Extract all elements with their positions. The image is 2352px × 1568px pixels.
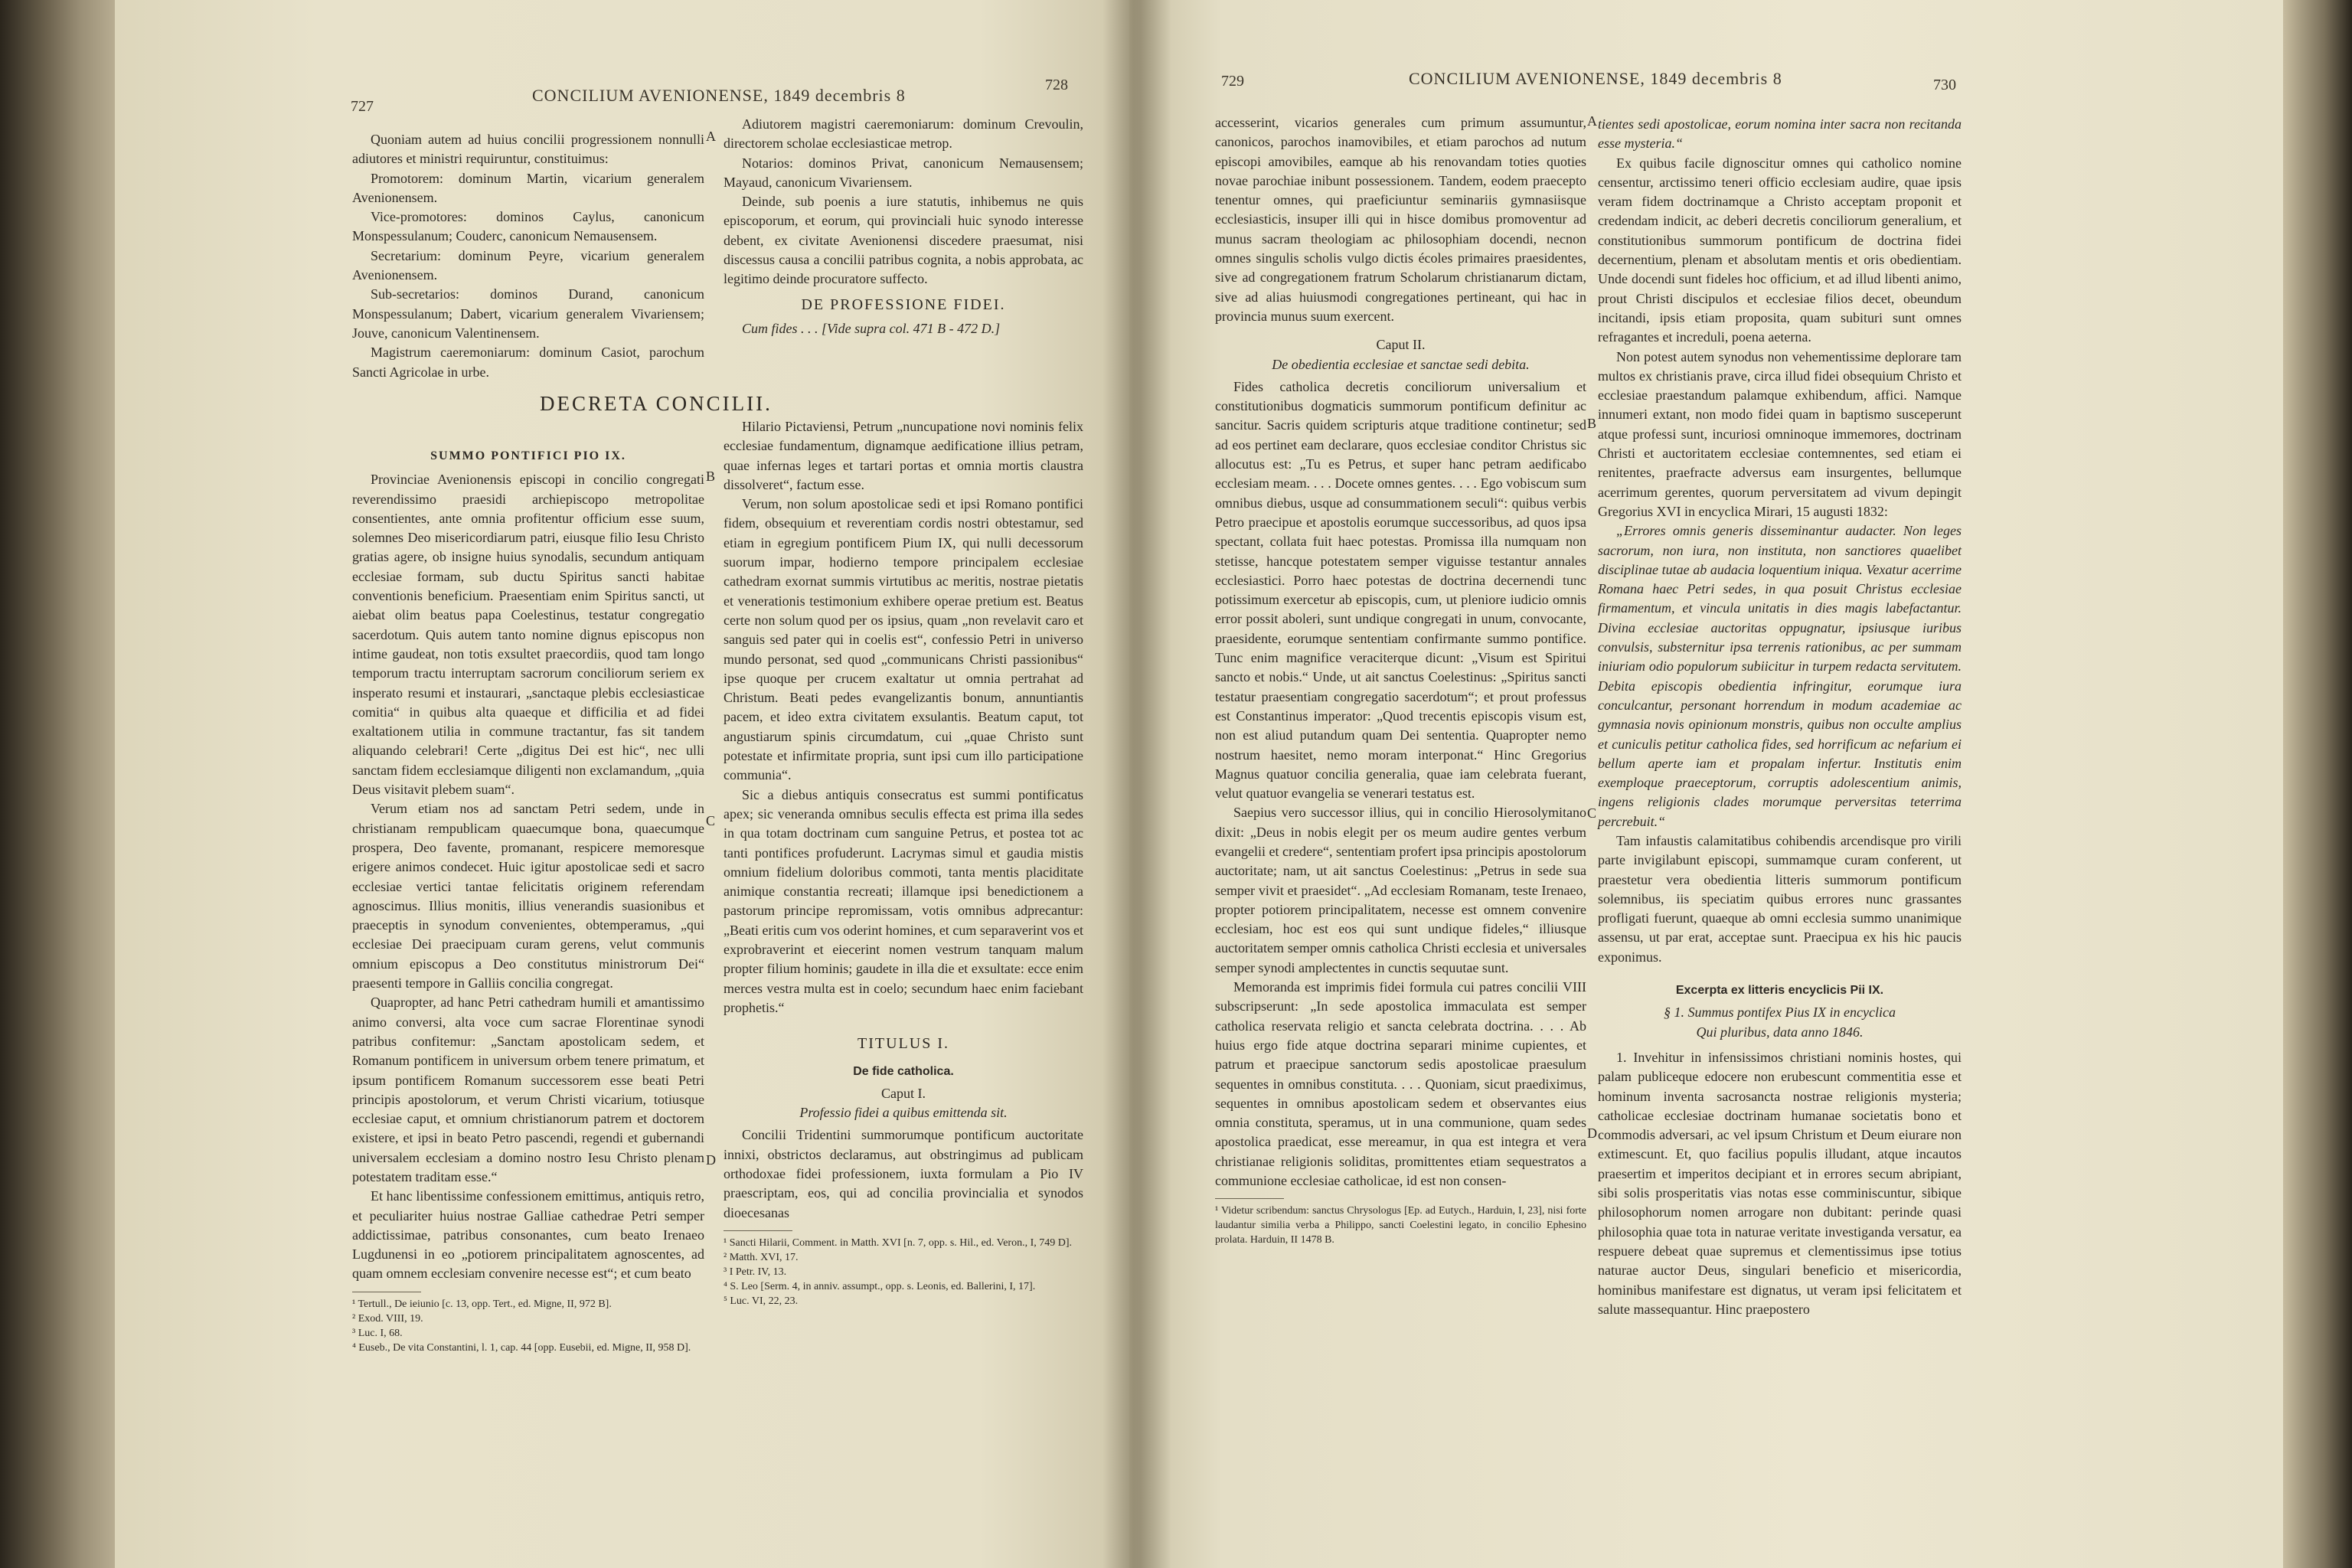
paragraph: Provinciae Avenionensis episcopi in concilio congregati reverendissimo praesidi archiepiscopo metropolitae consentientes, ante omnia profitentur officium esse suum, solemnes Deo misericordiarum patri, eiusque filio Iesu Christo gratias agere, ob insigne huius synodalis, secundum antiquam ecclesiae formam, sub ductu Spiritus sancti habitae conventionis beneficium. Praesentiam enim Spiritus sancti, ut aiebat olim beatus papa Coelestinus, testatur congregatio sacerdotum. Quis autem tanto nomine dignus episcopus non intime gaudeat, non totis exsultet praecordiis, quod tam longo temporum tractu interruptam sacrorum conciliorum seriem ex insperato resumi et instaurari, „sanctaque plebis ecclesiasticae comitia“ in quibus alta quaeque et difficilia et ad fidei exaltationem utilia in commune tractantur, fas sit tandem aliquando celebrari! Certe „digitus Dei est hic“, nec ulli sanctam fidem ecclesiamque diligenti non exclamandum, „quia Deus visitavit plebem suam“. (352, 472, 704, 798)
heading-caput-2: Caput II. (1376, 337, 1426, 353)
right-col2 (1598, 115, 1962, 1319)
left-col2-body (724, 417, 1083, 1308)
left-running-title: CONCILIUM AVENIONENSE, 1849 decembris 8 (532, 86, 906, 105)
margin-marker-b: B (706, 469, 716, 484)
heading-titulus: TITULUS I. (858, 1035, 949, 1053)
paragraph: Promotorem: dominum Martin, vicarium generalem Avenionensem. (352, 170, 704, 205)
footnote-rule (724, 1230, 792, 1231)
heading-summo-pontifici: SUMMO PONTIFICI PIO IX. (430, 449, 626, 462)
right-col1 (1215, 113, 1586, 1247)
margin-marker-b: B (1587, 416, 1597, 431)
paragraph: Magistrum caeremoniarum: dominum Casiot, parochum Sancti Agricolae in urbe. (352, 345, 704, 380)
right-page-number-a: 729 (1221, 73, 1244, 90)
left-page (115, 0, 1129, 1568)
heading-de-fide: De fide catholica. (853, 1064, 954, 1078)
margin-marker-a: A (1587, 113, 1597, 129)
paragraph: Et hanc libentissime confessionem emittimus, antiquis retro, et peculiariter huius nostrae Galliae cathedrae Petri semper addictissimae, patribus consonantes, cum beato Irenaeo Lugdunensi in eo „potiorem principalitatem agnoscentes, ad quam omnem ecclesiam convenire necesse est“; et cum beato (352, 1188, 704, 1282)
paragraph: Sub-secretarios: dominos Durand, canonicum Monspessulanum; Dabert, vicarium generalem Vivariensem; Jouve, canonicum Valentinensem. (352, 286, 704, 341)
right-page-edges (2283, 0, 2352, 1568)
paragraph: Verum, non solum apostolicae sedi et ipsi Romano pontifici fidem, obsequium et reverentiam cordis nostri obtestamur, sed etiam in egregium pontificem Pium IX, qui nulli decessorum suorum impar, hodierno tempore principalem ecclesiae cathedram exornat summis virtutibus ac meritis, nostrae pietatis et venerationis testimonium exhibere operae pretium est. Beatus certe non solum quod per os ipsius, quam „non revelavit caro et sanguis sed pater qui in coelis est“, confessio Petri in universo mundo personat, sed quod „communicans Christi passionibus“ ipse quoque per crucem exaltatur ut omnia pertrahat ad Christum. Beati pedes evangelizantis bonum, annuntiantis pacem, et ideo extra civitatem exsulantis. Beatum caput, tot angustiarum spinis circumdatum, cui „quae Christo sunt potestate et infirmitate propria, sunt ipsi cum illo participatione communia“. (724, 496, 1083, 783)
paragraph: „Errores omnis generis disseminantur audacter. Non leges sacrorum, non iura, non instituta, non sanctiores quaelibet disciplinae tutae ab audacia loquentium iniqua. Vexatur acerrime Romana haec Petri sedes, in qua posuit Christus ecclesiae firmamentum, et vincula unitatis in dies magis labefactantur. Divina ecclesiae auctoritas oppugnatur, ipsiusque iuribus convulsis, substernitur ipsa terrenis rationibus, ac per summam iniuriam odio populorum subiicitur in turpem redacta servitutem. Debita episcopis obedientia infringitur, eorumque iura conculcantur, personant horrendum in modum academiae ac gymnasia novis opinionum monstris, quibus non occulte amplius et cuniculis petitur catholica fides, sed horrificum ac nefarium ei bellum aperte iam et propalam infertur. Institutis enim exemploque praeceptorum, corruptis adolescentium animis, ingens religionis clades morumque perversitas teterrima percrebuit.“ (1598, 523, 1962, 829)
margin-marker-d: D (1587, 1125, 1597, 1141)
margin-marker-d: D (706, 1152, 716, 1168)
left-col1-top (352, 130, 704, 382)
footnote: ⁵ Luc. VI, 22, 23. (724, 1295, 799, 1307)
paragraph: Ex quibus facile dignoscitur omnes qui catholico nomine censentur, arctissimo teneri officio ecclesiam audire, quae ipsis veram fidem doctrinamque a Christo acceptam proponit et credendam indicit, ac deberi decretis conciliorum generalium, et constitutionibus summorum pontificum de doctrina fidei decernentium, plenam et absolutam mentis et oris obedientiam. Unde docendi sunt fideles hoc officium, et ad illud libenti animo, prout Christi discipulos et ecclesiae filios decet, obeundum incitandi, ipsis etiam proposita, quam subituri sunt omnes refragantes et increduli, poena aeterna. (1598, 155, 1962, 345)
left-page-edges (0, 0, 115, 1568)
paragraph: Vice-promotores: dominos Caylus, canonicum Monspessulanum; Couderc, canonicum Nemausensem. (352, 209, 704, 244)
paragraph: Concilii Tridentini summorumque pontificum auctoritate innixi, obstrictos declaramus, aut obstringimus ad publicam orthodoxae fidei professionem, iuxta formulam a Pio IV praescriptam, eos, qui ad concilia provincialia et synodos dioecesanas (724, 1127, 1083, 1220)
paragraph: Deinde, sub poenis a iure statutis, inhibemus ne quis episcoporum, et eorum, qui provinciali huic synodo interesse debent, ex civitate Avenionensi discedere praesumat, nisi discessus causa a concilii patribus cognita, a nobis approbata, ac legitimo deinde procuratore suffecto. (724, 194, 1083, 287)
right-page (1129, 0, 2283, 1568)
paragraph: Memoranda est imprimis fidei formula cui patres concilii VIII subscripserunt: „In sede apostolica immaculata est semper catholica reservata religio et sancta celebrata doctrina. . . . Ab huius ergo fide atque doctrina separari minime cupientes, et patrum et praecipue sanctorum sedis apostolicae praesulum sequentes in omnibus constituta. . . . Quoniam, sicut praediximus, sequentes in omnibus apostolicam sedem et observantes eius omnia constituta, speramus, ut in una communione, quam sedes apostolica praedicat, esse mereamur, in qua est integra et vera christianae religionis soliditas, promittentes etiam sequestratos a communione ecclesiae catholicae, id est non consen- (1215, 979, 1586, 1189)
heading-de-professione: DE PROFESSIONE FIDEI. (801, 296, 1006, 313)
footnote: ⁴ S. Leo [Serm. 4, in anniv. assumpt., opp. s. Leonis, ed. Ballerini, I, 17]. (724, 1280, 1036, 1292)
footnote-rule (1215, 1198, 1284, 1199)
footnote: ² Exod. VIII, 19. (352, 1312, 423, 1325)
margin-marker-a: A (706, 129, 716, 144)
footnote: ⁴ Euseb., De vita Constantini, l. 1, cap. 44 [opp. Eusebii, ed. Migne, II, 958 D]. (352, 1341, 691, 1354)
paragraph-cum-fides: Cum fides . . . [Vide supra col. 471 B - 472 D.] (742, 320, 1001, 336)
paragraph: Quapropter, ad hanc Petri cathedram humili et amantissimo animo conversi, alta voce cum sacrae Florentinae synodi patribus confitemur: „Sanctam apostolicam sedem, et Romanum pontificem in universum orbem tenere primatum, et ipsum pontificem Romanum successorem esse beati Petri principis apostolorum, et verum Christi vicarium, totiusque ecclesiae caput, et omnium christianorum patrem et doctorem existere, et ipsi in beato Petro pascendi, regendi et gubernandi universalem ecclesiam a domino nostro Iesu Christo plenam potestatem traditam esse.“ (352, 995, 704, 1184)
footnote: ¹ Videtur scribendum: sanctus Chrysologus [Ep. ad Eutych., Harduin, I, 23], nisi forte laudantur similia verba a Philippo, sancti Coelestini legato, in concilio Ephesino prolata. Harduin, II 1478 B. (1215, 1205, 1586, 1246)
heading-caput-1-sub: Professio fidei a quibus emittenda sit. (799, 1105, 1008, 1121)
footnote: ¹ Tertull., De ieiunio [c. 13, opp. Tert., ed. Migne, II, 972 B]. (352, 1298, 612, 1310)
paragraph: Adiutorem magistri caeremoniarum: dominum Crevoulin, directorem scholae ecclesiasticae metrop. (724, 116, 1083, 152)
right-page-number-b: 730 (1933, 77, 1956, 93)
paragraph: 1. Invehitur in infensissimos christiani nominis hostes, qui palam publiceque edocere non erubescunt commentitia esse et hominum inventa sacrosancta nostrae religionis mysteria; catholicae ecclesiae doctrinam humanae societatis bono et commodis adversari, ac vel ipsum Christum et Deum eiurare non extimescunt. Et, quo facilius populis illudant, atque incautos praesertim et imperitos decipiant et in errores secum abripiant, sibi solis prosperitatis vias notas esse comminiscuntur, sibique philosophorum nomen arrogare non dubitant: perinde quasi philosophia quae tota in naturae veritate investiganda versatur, ea respuere debeat quae supremus et clementissimus ipse totius naturae auctor Deus, singulari beneficio et misericordia, hominibus manifestare est dignatus, ut veram ipsi felicitatem et salute massequantur. Hinc praepostero (1598, 1049, 1962, 1317)
right-running-title: CONCILIUM AVENIONENSE, 1849 decembris 8 (1409, 69, 1782, 88)
paragraph: tientes sedi apostolicae, eorum nomina inter sacra non recitanda esse mysteria.“ (1598, 116, 1962, 152)
footnote: ¹ Sancti Hilarii, Comment. in Matth. XVI [n. 7, opp. s. Hil., ed. Veron., I, 749 D]. (724, 1236, 1072, 1249)
paragraph: Tam infaustis calamitatibus cohibendis arcendisque pro virili parte invigilabunt episcopi, summamque curam conferent, ut praestetur vera obedientia litteris summorum pontificum solemnibus, iis speciatim quibus errores nunc grassantes profligati fuerunt, quaeque ab omni ecclesia summo unanimique assensu, ut par erat, acceptae sunt. Praecipua ex his hic paucis exponimus. (1598, 832, 1962, 965)
margin-marker-c: C (706, 813, 716, 828)
footnote: ³ Luc. I, 68. (352, 1327, 403, 1339)
margin-marker-c: C (1587, 805, 1597, 821)
paragraph: Hilario Pictaviensi, Petrum „nuncupatione novi nominis felix ecclesiae fundamentum, dignamque aedificatione illius petram, quae infernas leges et tartari portas et omnia mortis claustra dissolveret“, factum esse. (724, 419, 1083, 492)
heading-section-1-b: Qui pluribus, data anno 1846. (1696, 1024, 1864, 1040)
heading-excerpta: Excerpta ex litteris encyclicis Pii IX. (1675, 984, 1884, 998)
paragraph: Fides catholica decretis conciliorum universalium et constitutionibus dogmaticis summorum pontificum definitur ac sancitur. Sacris quidem scripturis atque traditione continetur; sed ad eos pertinet eam declarare, quos ecclesiae conditor Christus sic allocutus est: „Tu es Petrus, et super hanc petram aedificabo ecclesiam meam. . . . Docete omnes gentes. . . . Ego vobiscum sum omnibus diebus, usque ad consummationem seculi“: quibus verbis Petro praecipue et apostolis eorumque successoribus, ad quos ipsa spectant, collata fuit haec potestas. Promissa illa numquam non stetisse, hancque potestatem semper viguisse testantur annales ecclesiastici. Porro haec potestas de doctrina decernendi tunc potissimum exercetur ab episcopis, cum, ut pleniore iudicio omnis error possit aboleri, sunt undique congregati in unum, convocante, praesidente, eorumque sententiam confirmante summo pontifice. Tunc enim magnifice veraciterque dicunt: „Visum est Spiritui sancto et nobis.“ Unde, ut ait sanctus Coelestinus: „Spiritus sancti testatur praesentiam congregatio sacerdotum“; et prout professus est Constantinus imperator: „Quod trecentis episcopis visum est, non est aliud putandum quam Dei sententia. Quapropter nemo nostrum haesitet, nemo moram interponat.“ Hinc Gregorius Magnus quatuor concilia generalia, quae iam celebrata fuerant, velut quatuor evangelia se venerari testatus est. (1215, 378, 1586, 802)
paragraph: Notarios: dominos Privat, canonicum Nemausensem; Mayaud, canonicum Vivariensem. (724, 155, 1083, 190)
heading-caput-2-sub: De obedientia ecclesiae et sanctae sedi debita. (1272, 356, 1530, 372)
left-col2-top (724, 115, 1083, 338)
heading-section-1-a: § 1. Summus pontifex Pius IX in encyclica (1664, 1004, 1896, 1021)
paragraph: Sic a diebus antiquis consecratus est summi pontificatus apex; sic veneranda omnibus seculis effecta est prima illa sedes in qua totam doctrinam cum sanguine Petrus, et postea tot ac tanti pontifices profuderunt. Lacrymas simul et gaudia mistis omnium fidelium doloribus commoti, tanta mentis placiditate animique constantia recreati; illamque ipsi benedictionem a pastorum principe repromissam, votis omnibus adprecantur: „Beati eritis cum vos oderint homines, et cum separaverint vos et exprobraverint et eiecerint nomen vestrum tanquam malum propter filium hominis; gaudete in illa die et exsultate: ecce enim merces vestra multa est in coelo; secundum haec enim faciebant prophetis.“ (724, 786, 1083, 1015)
paragraph: accesserint, vicarios generales cum primum assumuntur, canonicos, parochos inamovibiles, et etiam parochos ad nutum episcopi amovibiles, eamque ab his renovandam toties quoties novae parochiae inibunt possessionem. Tandem, eodem praecepto tenentur omnes, qui praeficiuntur seminariis gymnasiisque ecclesiasticis, insuper illi qui in hisce domibus promoventur ad munus sacram theologiam ac philosophiam docendi, necnon omnes singulis scholis vulgo dictis écoles primaires praesidentes, sive ad congregationem fratrum Scholarum christianarum dictam, sive ad alias huiusmodi congregationes pertineant, qui hac in provincia munus suum exercent. (1215, 115, 1586, 324)
heading-caput-1: Caput I. (881, 1085, 926, 1101)
left-col1-body (352, 440, 704, 1355)
paragraph: Verum etiam nos ad sanctam Petri sedem, unde in christianam rempublicam quaecumque bona, quaecumque prospera, Deo favente, promanant, respicere memoresque erigere animos condecet. Huic igitur apostolicae sedi et sacro ecclesiae vertici tantae felicitatis originem referendam agnoscimus. Illius monitis, illius venerandis suasionibus et praeceptis in synodum convenientes, obtemperamus, „qui ecclesiae Dei praecipuam curam gerens, velut communis omnium episcopus a Deo constitutus ministrorum Dei“ praesenti tempore in Galliis concilia congregat. (352, 801, 704, 991)
paragraph: Secretarium: dominum Peyre, vicarium generalem Avenionensem. (352, 247, 704, 283)
left-page-number-b: 728 (1045, 77, 1068, 93)
decreta-concilii-title: DECRETA CONCILII. (540, 392, 773, 415)
paragraph: Saepius vero successor illius, qui in concilio Hierosolymitano dixit: „Deus in nobis elegit per os meum audire gentes verbum evangelii et credere“, sententiam profert ipsa principis apostolorum auctoritate; nam, ut ait sanctus Coelestinus: „Petrus in sede sua semper vivit et praesidet“. „Ad ecclesiam Romanam, teste Irenaeo, propter potiorem principalitatem, necesse est omnem convenire ecclesiam, hoc est eos qui sunt undique fideles,“ illiusque auctoritatem semper omnis catholica Christi ecclesia et universales semper synodi amplectentes in cunctis sequutae sunt. (1215, 805, 1586, 975)
paragraph: Quoniam autem ad huius concilii progressionem nonnulli adiutores et ministri requiruntur, constituimus: (352, 132, 704, 167)
paragraph: Non potest autem synodus non vehementissime deplorare tam multos ex christianis prave, circa illud fidei obsequium Christo et ecclesiae praestandum palamque exhibendum, affici. Namque innumeri extant, non modo fidei quam in baptismo susceperunt atque professi sunt, incuriosi omninoque immemores, doctrinam Christi et auctoritatem ecclesiae contemnentes, sed etiam ei renitentes, praefracte adversus eam insurgentes, bellumque acerrimum gerentes, quorum perversitatem ad vivum depingit Gregorius XVI in encyclica Mirari, 15 augusti 1832: (1598, 348, 1962, 519)
footnote: ³ I Petr. IV, 13. (724, 1266, 787, 1278)
left-page-number-a: 727 (351, 98, 374, 115)
footnote: ² Matth. XVI, 17. (724, 1251, 799, 1263)
